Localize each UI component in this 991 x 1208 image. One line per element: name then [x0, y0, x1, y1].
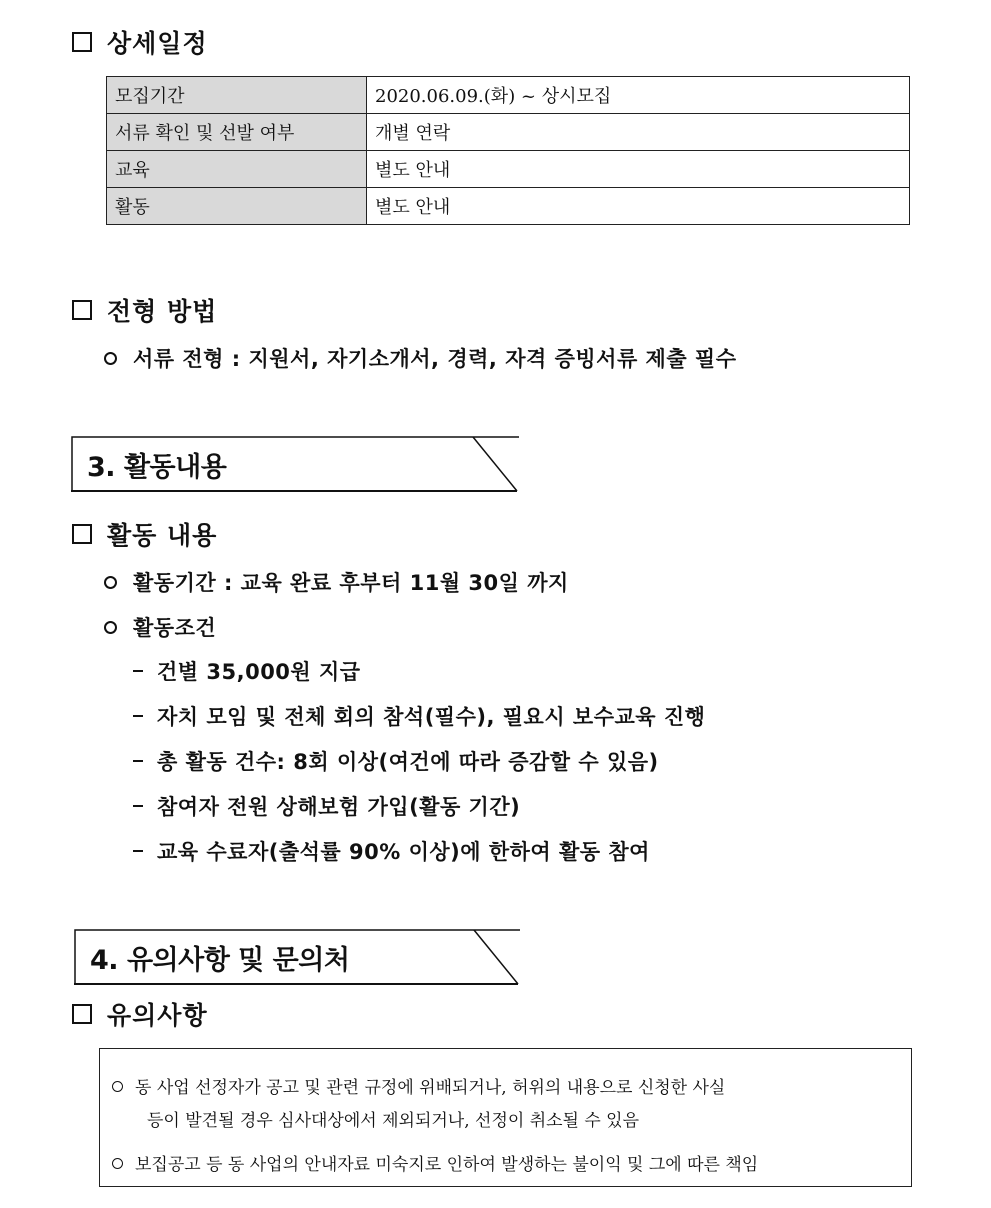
section3-banner	[71, 436, 519, 492]
table-row	[107, 77, 910, 114]
list-item	[133, 746, 659, 776]
schedule-heading	[72, 24, 208, 60]
list-item	[133, 836, 650, 866]
schedule-value: 개별 연락	[367, 114, 910, 151]
circle-bullet-icon	[104, 621, 117, 634]
notice-box	[99, 1048, 912, 1187]
dash-icon	[133, 715, 143, 717]
selection-bullet-text: 서류 전형 : 지원서, 자기소개서, 경력, 자격 증빙서류 제출 필수	[133, 347, 737, 371]
schedule-heading-text: 상세일정	[107, 29, 208, 58]
table-row	[107, 188, 910, 225]
activity-period	[104, 567, 569, 597]
notice-text: 보집공고 등 동 사업의 안내자료 미숙지로 인하여 발생하는 불이익 및 그에 따른 책임	[135, 1155, 759, 1175]
selection-heading	[72, 292, 217, 328]
section4-banner	[74, 929, 520, 985]
notice-text: 동 사업 선정자가 공고 및 관련 규정에 위배되거나, 허위의 내용으로 신청한 사실	[135, 1078, 726, 1098]
notice-item	[112, 1073, 725, 1098]
schedule-value: 별도 안내	[367, 151, 910, 188]
circle-bullet-icon	[104, 576, 117, 589]
list-item	[133, 701, 705, 731]
list-item	[133, 656, 361, 686]
dash-icon	[133, 760, 143, 762]
schedule-label: 교육	[107, 151, 367, 188]
notice-item-continued	[147, 1106, 639, 1131]
activity-conditions-title	[104, 612, 216, 642]
square-bullet-icon	[72, 32, 92, 52]
condition-text: 자치 모임 및 전체 회의 참석(필수), 필요시 보수교육 진행	[157, 705, 706, 729]
schedule-table	[106, 76, 910, 225]
selection-heading-text: 전형 방법	[107, 297, 218, 326]
condition-text: 총 활동 건수: 8회 이상(여건에 따라 증감할 수 있음)	[157, 750, 659, 774]
dash-icon	[133, 670, 143, 672]
schedule-value: 별도 안내	[367, 188, 910, 225]
schedule-label: 모집기간	[107, 77, 367, 114]
table-row	[107, 151, 910, 188]
table-row	[107, 114, 910, 151]
list-item	[133, 791, 520, 821]
schedule-value: 2020.06.09.(화) ~ 상시모집	[367, 77, 910, 114]
circle-bullet-icon	[104, 352, 117, 365]
notice-heading	[72, 996, 208, 1032]
activity-conditions-title-text: 활동조건	[133, 616, 217, 640]
section4-title: 4. 유의사항 및 문의처	[90, 944, 350, 976]
activity-heading-text: 활동 내용	[107, 521, 218, 550]
schedule-label: 서류 확인 및 선발 여부	[107, 114, 367, 151]
schedule-label: 활동	[107, 188, 367, 225]
circle-bullet-icon	[112, 1081, 123, 1092]
square-bullet-icon	[72, 300, 92, 320]
square-bullet-icon	[72, 1004, 92, 1024]
notice-text: 등이 발견될 경우 심사대상에서 제외되거나, 선정이 취소될 수 있음	[147, 1111, 640, 1131]
activity-period-text: 활동기간 : 교육 완료 후부터 11월 30일 까지	[133, 571, 569, 595]
notice-item	[112, 1150, 758, 1175]
condition-text: 건별 35,000원 지급	[157, 660, 361, 684]
section3-title: 3. 활동내용	[87, 451, 227, 483]
dash-icon	[133, 805, 143, 807]
dash-icon	[133, 850, 143, 852]
condition-text: 교육 수료자(출석률 90% 이상)에 한하여 활동 참여	[157, 840, 650, 864]
activity-heading	[72, 516, 217, 552]
selection-bullet	[104, 343, 737, 373]
notice-heading-text: 유의사항	[107, 1001, 208, 1030]
circle-bullet-icon	[112, 1158, 123, 1169]
condition-text: 참여자 전원 상해보험 가입(활동 기간)	[157, 795, 521, 819]
square-bullet-icon	[72, 524, 92, 544]
